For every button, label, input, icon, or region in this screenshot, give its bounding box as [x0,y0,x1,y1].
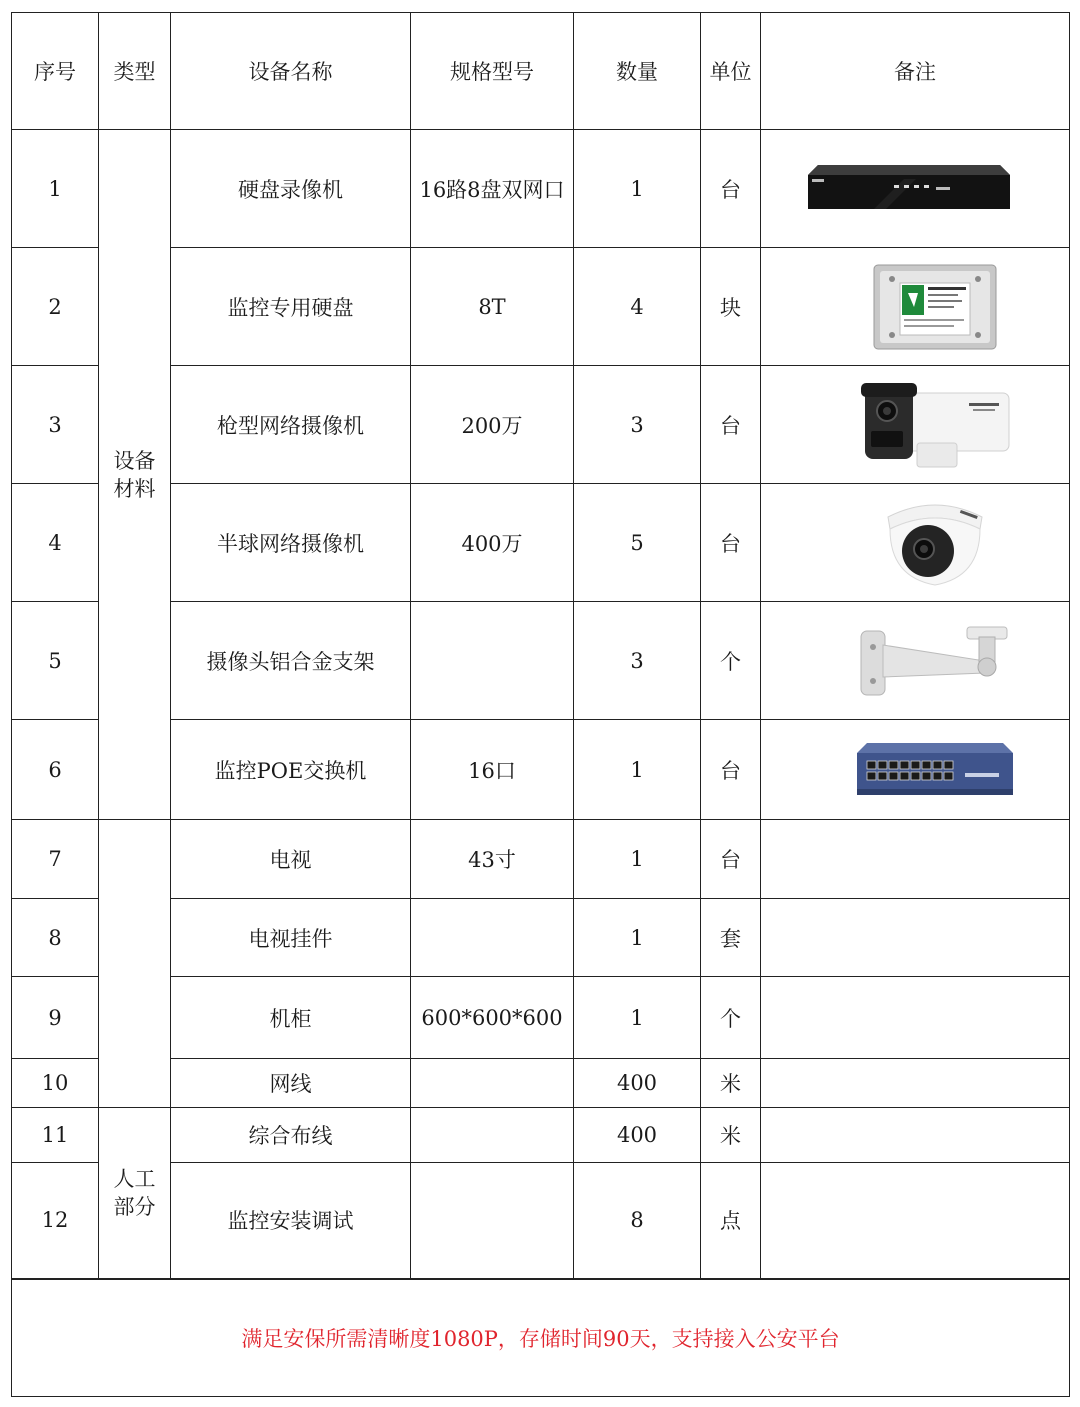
cell-remark [761,977,1070,1059]
header-remark: 备注 [761,13,1070,130]
cell-spec [411,602,574,720]
cell-unit: 个 [701,602,761,720]
header-type: 类型 [99,13,171,130]
cell-unit: 套 [701,899,761,977]
cell-spec: 8T [411,248,574,366]
table-row [12,899,1070,977]
cell-spec: 400万 [411,484,574,602]
cell-name: 枪型网络摄像机 [171,366,411,484]
type-label-line: 设备 [113,448,156,473]
cell-remark [761,602,1070,720]
cell-qty: 1 [574,130,701,248]
cell-no: 2 [12,248,99,366]
cell-name: 电视 [171,820,411,899]
cell-spec [411,1059,574,1108]
cell-name: 监控专用硬盘 [171,248,411,366]
cell-type-empty [99,899,171,977]
table-row [12,366,1070,484]
table-row [12,1108,1070,1163]
cell-name: 机柜 [171,977,411,1059]
cell-remark [761,1108,1070,1163]
cell-spec [411,1108,574,1163]
table-row [12,130,1070,248]
cell-unit: 台 [701,130,761,248]
cell-no: 7 [12,820,99,899]
cell-unit: 台 [701,484,761,602]
cell-no: 10 [12,1059,99,1108]
cell-unit: 台 [701,820,761,899]
cell-qty: 1 [574,820,701,899]
cell-name: 摄像头铝合金支架 [171,602,411,720]
cell-type-empty [99,977,171,1059]
cell-name: 监控安装调试 [171,1163,411,1279]
table-row [12,977,1070,1059]
cell-no: 8 [12,899,99,977]
cell-name: 硬盘录像机 [171,130,411,248]
table-row [12,602,1070,720]
cell-name: 半球网络摄像机 [171,484,411,602]
cell-remark [761,1059,1070,1108]
header-unit: 单位 [701,13,761,130]
poe-switch-image [853,739,1017,801]
cell-no: 9 [12,977,99,1059]
type-label-line: 材料 [113,476,156,501]
equipment-quote-table [11,12,1070,1397]
cell-unit: 台 [701,366,761,484]
nvr-recorder-image [804,157,1014,221]
table-row [12,248,1070,366]
type-label-line: 部分 [113,1194,156,1219]
cell-no: 12 [12,1163,99,1279]
cell-qty: 1 [574,899,701,977]
cell-remark [761,820,1070,899]
cell-qty: 5 [574,484,701,602]
cell-name: 综合布线 [171,1108,411,1163]
header-name: 设备名称 [171,13,411,130]
cell-name: 监控POE交换机 [171,720,411,820]
type-equipment-cell [99,130,171,820]
dome-camera-image [880,497,990,589]
cell-no: 11 [12,1108,99,1163]
cell-unit: 米 [701,1059,761,1108]
header-no: 序号 [12,13,99,130]
footer-note: 满足安保所需清晰度1080P，存储时间90天，支持接入公安平台 [12,1279,1070,1397]
cell-remark [761,130,1070,248]
cell-qty: 1 [574,977,701,1059]
table-row [12,1059,1070,1108]
cell-qty: 4 [574,248,701,366]
cell-spec: 43寸 [411,820,574,899]
cell-no: 3 [12,366,99,484]
cell-spec [411,1163,574,1279]
cell-remark [761,484,1070,602]
cell-unit: 台 [701,720,761,820]
cell-no: 1 [12,130,99,248]
cell-type-empty [99,820,171,899]
table-row [12,484,1070,602]
cell-spec: 16路8盘双网口 [411,130,574,248]
cell-name: 网线 [171,1059,411,1108]
cell-unit: 点 [701,1163,761,1279]
cell-unit: 块 [701,248,761,366]
cell-unit: 米 [701,1108,761,1163]
cell-qty: 8 [574,1163,701,1279]
cell-no: 4 [12,484,99,602]
cell-qty: 3 [574,366,701,484]
cell-qty: 400 [574,1108,701,1163]
cell-remark [761,720,1070,820]
cell-remark [761,248,1070,366]
table-header-row [12,13,1070,130]
table-row [12,720,1070,820]
header-qty: 数量 [574,13,701,130]
header-spec: 规格型号 [411,13,574,130]
table-row [12,1163,1070,1279]
type-label-line: 人工 [113,1166,156,1191]
cell-type-empty [99,1059,171,1108]
cell-spec: 16口 [411,720,574,820]
table-row [12,820,1070,899]
cell-no: 6 [12,720,99,820]
footer-note-row [12,1279,1070,1397]
cell-spec [411,899,574,977]
cell-qty: 400 [574,1059,701,1108]
cell-remark [761,366,1070,484]
bullet-camera-image [857,381,1013,469]
cell-no: 5 [12,602,99,720]
type-labor-cell [99,1108,171,1279]
cell-qty: 1 [574,720,701,820]
cell-qty: 3 [574,602,701,720]
cell-name: 电视挂件 [171,899,411,977]
cell-unit: 个 [701,977,761,1059]
cell-spec: 600*600*600 [411,977,574,1059]
cell-remark [761,1163,1070,1279]
cell-spec: 200万 [411,366,574,484]
hard-disk-image [872,263,998,351]
camera-bracket-image [855,621,1015,701]
cell-remark [761,899,1070,977]
